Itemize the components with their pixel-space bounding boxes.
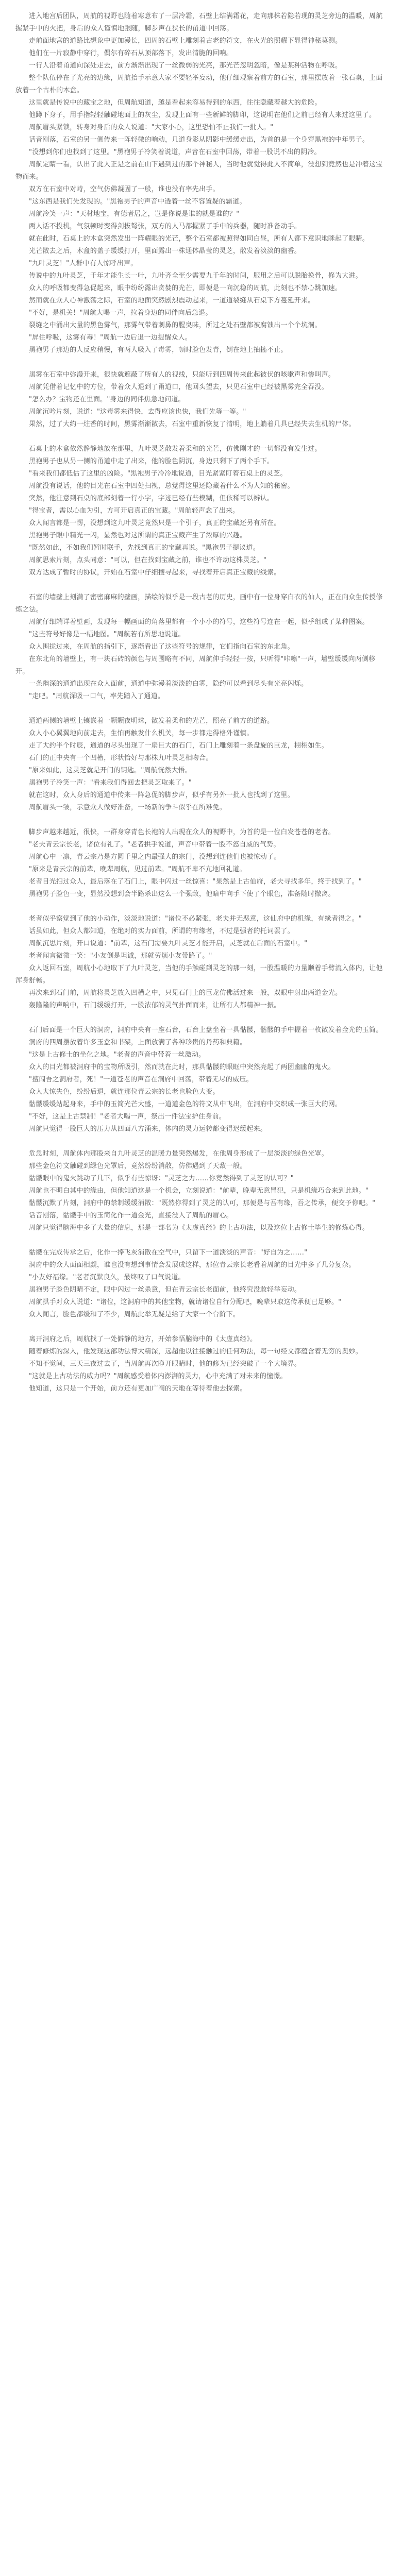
paragraph: 然而就在众人心神激荡之际，石室的地面突然剧烈震动起来，一道道裂缝从石桌下方蔓延开来。 [29,297,315,304]
paragraph: "原来是青云宗的前辈，晚辈周航，见过前辈。"周航不卑不亢地回礼道。 [29,866,246,873]
paragraph: "这就是上古功法的威力吗？"周航感受着体内澎湃的灵力，心中充满了对未来的憧憬。 [29,1372,287,1380]
paragraph: "看来我们都低估了这里的凶险。"黑袍男子冷冷地说道，目光紧紧盯着石桌上的灵芝。 [29,470,287,478]
paragraph: 裂缝之中涌出大量的黑色雾气，那雾气带着刺鼻的腥臭味，所过之处石壁都被腐蚀出一个个坑洞。 [29,321,322,329]
paragraph: 黑袍男子冷笑一声："看来我们得回去把灵芝取来了。" [29,779,192,787]
paragraph: 老者闻言微微一笑："小友倒是坦诚，那就劳烦小友带路了。" [29,952,212,960]
paragraph: 老者似乎察觉到了他的小动作，淡淡地说道："诸位不必紧张，老夫并无恶意，这仙府中的机缘，有缘者得之。" [29,915,362,923]
paragraph: "这东西是我们先发现的。"黑袍男子的声音中透着一丝不容置疑的霸道。 [29,198,246,206]
paragraph: 随着修炼的深入，他发现这部功法博大精深，远超他以往接触过的任何功法，每一句经文都蕴含着无穷的奥妙。 [29,1348,362,1355]
paragraph: "老夫青云宗长老，诸位有礼了。"老者拱手说道，声音中带着一股不怒自威的气势。 [29,841,280,849]
paragraph: 众人大惊失色，纷纷后退，就连那位青云宗的长老也脸色大变。 [29,1088,220,1096]
paragraph: 话虽如此，但众人都知道，在绝对的实力面前，所谓的有缘者，不过是强者的托词罢了。 [29,927,294,935]
paragraph: 周航眉头一皱，示意众人做好准备，一场新的争斗似乎在所难免。 [29,804,226,811]
paragraph: 话音刚落，骷髅手中的玉简化作一道金光，直接没入了周航的眉心。 [29,1212,233,1219]
paragraph: 就在此时，石桌上的木盒突然发出一阵耀眼的光芒，整个石室都被照得如同白昼，所有人都下意识地眯起了眼睛。 [29,235,370,243]
paragraph-break [15,814,387,826]
paragraph: 两人话不投机，气氛顿时变得剑拔弩张，双方的人马都握紧了手中的兵器，随时准备动手。 [29,223,301,230]
paragraph: 周航只觉得一股巨大的压力从四面八方涌来，体内的灵力运转都变得迟缓起来。 [29,1125,267,1133]
paragraph: 话音刚落，石室的另一侧传来一阵轻微的响动，几道身影从阴影中缓缓走出，为首的是一个身穿黑袍的中年男子。 [29,136,370,144]
paragraph: 走了大约半个时辰，通道的尽头出现了一扇巨大的石门，石门上雕刻着一条盘旋的巨龙，栩栩如生。 [29,742,328,750]
paragraph: 双方达成了暂时的协议，开始在石室中仔细搜寻起来，寻找着开启真正宝藏的线索。 [29,569,281,577]
paragraph: 周航思索片刻，点头同意："可以，但在找到宝藏之前，谁也不许动这株灵芝。" [29,556,267,564]
paragraph: 黑袍男子脸色一变，显然没想到会半路杀出这么一个强敌，他暗中向手下使了个眼色，准备随时撤离。 [29,890,336,898]
paragraph: 光芒散去之后，木盒的盖子缓缓打开，里面露出一株通体晶莹的灵芝，散发着淡淡的幽香。 [29,247,301,255]
paragraph: "擅闯吾之洞府者，死！"一道苍老的声音在洞府中回荡，带着无尽的威压。 [29,1076,253,1083]
paragraph: 周航冷笑一声："天材地宝，有德者居之，岂是你说是谁的就是谁的？" [29,210,240,218]
paragraph: 周航沉吟片刻，说道："这毒雾来得快，去得应该也快，我们先等一等。" [29,408,246,416]
paragraph: 脚步声越来越近，很快，一群身穿青色长袍的人出现在众人的视野中，为首的是一位白发苍苍的老者。 [29,828,336,836]
paragraph: 众人闻言，脸色都缓和了不少，周航此举无疑是给了大家一个台阶下。 [29,1311,240,1318]
paragraph: "原来如此，这灵芝就是开门的钥匙。"周航恍然大悟。 [29,767,192,774]
paragraph: 骷髅在完成传承之后，化作一捧飞灰消散在空气中，只留下一道淡淡的声音："好自为之……" [29,1249,308,1257]
paragraph: "这是上古修士的坐化之地。"老者的声音中带着一丝激动。 [29,1051,206,1059]
paragraph: "九叶灵芝！"人群中有人惊呼出声。 [29,260,138,267]
paragraph: 众人返回石室，周航小心地取下了九叶灵芝，当他的手触碰到灵芝的那一刻，一股温暖的力量顺着手臂流入体内，让他浑身舒畅。 [15,964,383,985]
paragraph: "没想到你们也找到了这里。"黑袍男子冷笑着说道，声音在石室中回荡，带着一股说不出的阴冷。 [29,148,321,156]
paragraph: 洞府中的众人面面相觑，谁也没有想到事情会发展成这样，那位青云宗长老看着周航的目光中多了几分复杂。 [29,1261,356,1269]
paragraph: 骷髅眼中的鬼火跳动了几下，似乎有些惊讶："灵芝之力……你竟然得到了灵芝的认可？" [29,1175,294,1182]
paragraph: 周航心中一凛，青云宗乃是方圆千里之内最强大的宗门，没想到连他们也被惊动了。 [29,853,281,861]
paragraph-break [15,703,387,715]
paragraph: 就在这时，众人身后的通道中传来一阵急促的脚步声，似乎有另外一批人也找到了这里。 [29,791,294,799]
paragraph: "不好，是机关！"周航大喝一声，拉着身边的同伴向后急退。 [29,309,212,317]
paragraph: 走前面地宫的道路比想象中更加漫长，四周的石壁上雕刻着古老的符文，在火光的照耀下显得神秘莫测。 [29,37,342,45]
paragraph: 双方在石室中对峙，空气仿佛凝固了一般，谁也没有率先出手。 [29,185,220,193]
paragraph: 众人闻言都是一愣，没想到这九叶灵芝竟然只是一个引子，真正的宝藏还另有所在。 [29,519,281,527]
paragraph: 周航只觉得脑海中多了大量的信息，那是一部名为《太虚真经》的上古功法，以及这位上古修士毕生的修炼心得。 [29,1224,370,1232]
paragraph: 石桌上的木盒依然静静地放在那里，九叶灵芝散发着柔和的光芒，仿佛刚才的一切都没有发生过。 [29,445,322,453]
paragraph: 骷髅缓缓站起身来，手中的玉简光芒大盛，一道道金色的符文从中飞出，在洞府中交织成一张巨大的网。 [29,1100,342,1108]
paragraph: 周航凭借着记忆中的方位，带着众人退到了甬道口，他回头望去，只见石室中已经被黑雾完全吞没。 [29,383,328,391]
paragraph: 周航没有说话，他的目光在石室中四处扫视，总觉得这里还隐藏着什么不为人知的秘密。 [29,482,294,490]
paragraph: 周航也不明白其中的缘由，但他知道这是一个机会，立刻说道："前辈，晚辈无意冒犯，只是机缘巧合来到此地。" [29,1187,369,1195]
paragraph: 一条幽深的通道出现在众人面前，通道中弥漫着淡淡的白雾，隐约可以看到尽头有光亮闪烁。 [29,680,308,688]
paragraph: 传说中的九叶灵芝，千年才能生长一叶，九叶齐全至少需要九千年的时间，服用之后可以脱胎换骨，修为大进。 [29,272,362,280]
paragraph: 那些金色符文触碰到绿色光罩后，竟然纷纷消散，仿佛遇到了天敌一般。 [29,1162,247,1170]
paragraph: 他们在一片寂静中穿行，偶尔有碎石从顶部落下，发出清脆的回响。 [29,49,233,57]
paragraph: 黑袍男子眼中精光一闪，显然也对这所谓的真正宝藏产生了浓厚的兴趣。 [29,532,247,539]
paragraph: 黑袍男子那边的人反应稍慢，有两人吸入了毒雾，顿时脸色发青，倒在地上抽搐不止。 [29,346,288,354]
paragraph: "小友好福缘。"老者沉默良久，最终叹了口气说道。 [29,1274,185,1281]
paragraph: 众人的呼吸都变得急促起来，眼中纷纷露出贪婪的光芒，即便是一向沉稳的周航，此刻也不禁心跳加速。 [29,284,342,292]
paragraph-break [15,1012,387,1024]
paragraph: 整个队伍停在了光亮的边缘，周航抬手示意大家不要轻举妄动，他仔细观察着前方的石室，那里摆放着一张石桌，上面放着一个古朴的木盒。 [15,74,383,94]
paragraph: 突然，他注意到石桌的底部刻着一行小字，字迹已经有些模糊，但依稀可以辨认。 [29,495,274,502]
paragraph: 危急时刻，周航体内那股来自九叶灵芝的温暖力量突然爆发，在他周身形成了一层淡淡的绿色光罩。 [29,1150,328,1158]
paragraph: "不好，这是上古禁制！"老者大喝一声，祭出一件法宝护住身前。 [29,1113,226,1121]
paragraph: 周航拱手对众人说道："诸位，这洞府中的其他宝物，就请诸位自行分配吧，晚辈只取这传承便已足够。" [29,1298,342,1306]
paragraph: 通道两侧的墙壁上镶嵌着一颗颗夜明珠，散发着柔和的光芒，照亮了前方的道路。 [29,717,274,725]
paragraph: 轰隆隆的声响中，石门缓缓打开，一股浓郁的灵气扑面而来，让所有人都精神一振。 [29,1002,281,1009]
paragraph: 众人小心翼翼地向前走去，生怕再触发什么机关，每一步都走得格外谨慎。 [29,730,254,737]
paragraph: 周航仔细端详着壁画，发现每一幅画面的角落里都有一个小小的符号，这些符号连在一起，似乎组成了某种图案。 [29,618,370,626]
paragraph: 骷髅沉默了片刻，洞府中的禁制缓缓消散："既然你得到了灵芝的认可，那便是与吾有缘，吾之传承，便交予你吧。" [29,1199,376,1207]
paragraph: 周航定睛一看，认出了此人正是之前在山下遇到过的那个神秘人，当时他就觉得此人不简单，没想到竟然也是冲着这宝物而来。 [15,161,383,181]
paragraph-break [15,357,387,369]
paragraph: 石门后面是一个巨大的洞府，洞府中央有一座石台，石台上盘坐着一具骷髅，骷髅的手中握着一枚散发着金光的玉简。 [29,1026,383,1034]
paragraph-break [15,901,387,913]
paragraph: "既然如此，不如我们暂时联手，先找到真正的宝藏再说。"黑袍男子提议道。 [29,544,260,552]
paragraph: 众人围拢过来，在周航的指引下，逐渐看出了这些符号的规律，它们指向石室的东北角。 [29,643,294,651]
paragraph-break [15,1321,387,1333]
paragraph: 周航眉头紧锁，转身对身后的众人说道："大家小心，这里恐怕不止我们一批人。" [29,124,274,131]
paragraph: "怎么办？宝物还在里面。"身边的同伴焦急地问道。 [29,396,185,403]
paragraph: 周航沉思片刻，开口说道："前辈，这石门需要九叶灵芝才能开启，灵芝就在后面的石室中。" [29,940,308,947]
paragraph: 他知道，这只是一个开始，前方还有更加广阔的天地在等待着他去探索。 [29,1385,247,1393]
paragraph-break [15,1136,387,1148]
paragraph: 老者目光扫过众人，最后落在了石门上，眼中闪过一丝惊喜："果然是上古仙府，老夫寻找多年，终于找到了。" [29,878,362,886]
paragraph: 黑雾在石室中弥漫开来，很快就遮蔽了所有人的视线，只能听到四周传来此起彼伏的咳嗽声和惨叫声。 [29,371,336,379]
paragraph: 果然，过了大约一炷香的时间，黑雾渐渐散去，石室中重新恢复了清明，地上躺着几具已经失去生机的尸体。 [29,420,356,428]
paragraph: "走吧。"周航深吸一口气，率先踏入了通道。 [29,692,165,700]
paragraph: 一行人沿着甬道向深处走去，前方渐渐出现了一丝微弱的光亮，那光芒忽明忽暗，像是某种活物在呼吸。 [29,62,342,70]
paragraph: 石室的墙壁上刻满了密密麻麻的壁画，描绘的似乎是一段古老的历史，画中有一位身穿白衣的仙人，正在向众生传授修炼之法。 [15,594,383,614]
paragraph: 他蹲下身子，用手指轻轻触碰地面上的灰尘，发现上面有一些新鲜的脚印，这说明在他们之前已经有人来过这里了。 [29,111,376,119]
paragraph: 不知不觉间，三天三夜过去了，当周航再次睁开眼睛时，他的修为已经突破了一个大境界。 [29,1360,301,1368]
paragraph: 这里就是传说中的藏宝之地，但周航知道，越是看起来容易得到的东西，往往隐藏着越大的危险。 [29,99,322,107]
paragraph: 洞府的四周摆放着许多玉盒和书架，上面放满了各种珍贵的丹药和典籍。 [29,1039,247,1046]
paragraph: 离开洞府之后，周航找了一处僻静的地方，开始参悟脑海中的《太虚真经》。 [29,1335,257,1343]
paragraph: 石门的正中央有一个凹槽，形状恰好与那株九叶灵芝相吻合。 [29,754,213,762]
paragraph: 黑袍男子也从另一侧的甬道中走了出来，他的脸色阴沉，身边只剩下了两个手下。 [29,457,274,465]
paragraph: "得宝者，需以心血为引，方可开启真正的宝藏。"周航轻声念了出来。 [29,507,240,515]
paragraph: "屏住呼吸，这雾有毒！"周航一边后退一边提醒众人。 [29,334,192,342]
paragraph-break [15,579,387,591]
document-body [15,10,387,1395]
paragraph: 进入地宫后团队，周航的视野也随着寒意布了一层冷霜，石壁上结满霜花，走向那株若隐若现的灵芝旁边的温暖，周航握紧手中的火把，身后的众人谨慎地跟随，脚步声在狭长的甬道中回荡。 [15,12,383,32]
paragraph: 在东北角的墙壁上，有一块石砖的颜色与周围略有不同，周航伸手轻轻一按，只听得"咔嚓"一声，墙壁缓缓向两侧移开。 [15,655,376,675]
paragraph: "这些符号好像是一幅地图。"周航若有所思地说道。 [29,631,185,638]
paragraph-break [15,431,387,443]
paragraph: 众人的目光都被洞府中的宝物所吸引，然而就在此时，那具骷髅的眼眶中突然亮起了两团幽幽的鬼火。 [29,1063,336,1071]
paragraph: 黑袍男子脸色阴晴不定，眼中闪过一丝杀意，但在青云宗长老面前，他终究没敢轻举妄动。 [29,1286,301,1294]
paragraph-break [15,1234,387,1247]
paragraph: 再次来到石门前，周航将灵芝放入凹槽之中，只见石门上的巨龙仿佛活过来一般，双眼中射出两道金光。 [29,989,342,997]
